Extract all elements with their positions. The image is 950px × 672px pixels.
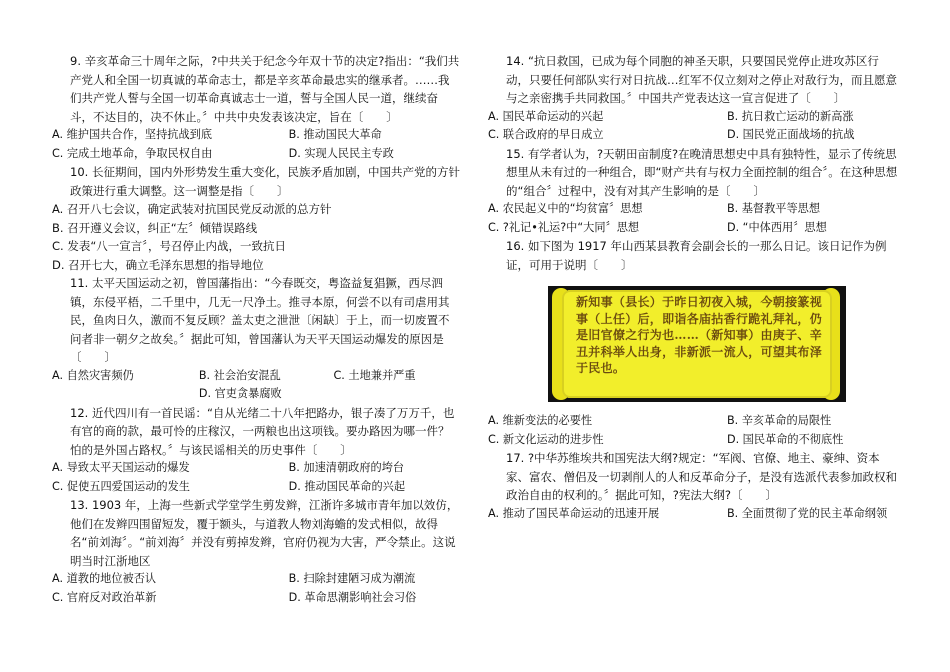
option-c[interactable]: C. 完成土地革命，争取民权自由	[52, 146, 213, 160]
question-12	[52, 404, 460, 460]
question-text: 长征期间，国内外形势发生重大变化，民族矛盾加剧，中国共产党的方针政策进行重大调整。这一调整是指〔 〕	[70, 165, 460, 198]
option-c[interactable]: C. 联合政府的早日成立	[488, 128, 604, 141]
right-column	[488, 52, 900, 523]
option-d[interactable]: D. 革命思潮影响社会习俗	[288, 590, 417, 604]
option-a[interactable]: A. 维护国共合作，坚持抗战到底	[52, 128, 213, 141]
option-a[interactable]: A. 自然灾害频仍	[52, 368, 134, 382]
question-number: 13.	[70, 498, 89, 512]
option-d[interactable]: D. 实现人民民主专政	[288, 146, 394, 160]
question-14	[488, 52, 900, 108]
question-text: 辛亥革命三十周年之际，?中共关于纪念今年双十节的决定?指出：“我们共产党人和全国一切真诚的革命志士，都是辛亥革命最忠实的继承者。……我们共产党人誓与全国一切革命真诚志士一道，誓与全国人民一道，继续奋斗，不达目的，决不休止。〞中共中央发表该决定，旨在〔 〕	[70, 54, 460, 124]
question-number: 9.	[70, 54, 81, 68]
option-c[interactable]: C. 官府反对政治革新	[52, 590, 157, 604]
option-c[interactable]: C. 新文化运动的进步性	[488, 432, 604, 446]
option-d[interactable]: D. 官吏贪暴腐败	[198, 387, 282, 400]
option-b[interactable]: B. 推动国民大革命	[288, 128, 382, 141]
option-c[interactable]: C. ?礼记•礼运?中“大同〞思想	[488, 220, 640, 234]
question-11	[52, 274, 460, 367]
options-16	[488, 412, 900, 449]
option-a[interactable]: A. 导致太平天国运动的爆发	[52, 461, 190, 474]
option-a[interactable]: A. 农民起义中的“均贫富〞思想	[488, 202, 643, 215]
option-b[interactable]: B. 召开遵义会议，纠正“左〞倾错误路线	[52, 220, 258, 235]
options-12	[52, 459, 460, 496]
question-text: 1903 年，上海一些新式学堂学生剪发辫，江浙许多城市青年加以效仿，他们在发辫四围留短发，覆于额头，与道教人物刘海蟾的发式相似，故得名“前刘海〞。“前刘海〞并没有剪掉发辫，官府仍视为大害，严令禁止。这说明当时江浙地区	[70, 498, 459, 568]
question-17	[488, 449, 900, 505]
option-c[interactable]: C. 促使五四爱国运动的发生	[52, 479, 190, 493]
diary-image	[540, 280, 848, 408]
question-10	[52, 163, 460, 200]
option-a[interactable]: A. 道教的地位被否认	[52, 572, 157, 585]
options-13	[52, 570, 460, 607]
option-b[interactable]: B. 扫除封建陋习成为潮流	[288, 572, 416, 585]
option-b[interactable]: B. 社会治安混乱	[198, 368, 281, 382]
question-text: 有学者认为，?天朝田亩制度?在晚清思想史中具有独特性，显示了传统思想里从未有过的一种组合，即“财产共有与权力全面控制的组合〞。在这种思想的“组合〞过程中，没有对其产生影响的是〔 〕	[506, 146, 898, 198]
option-b[interactable]: B. 辛亥革命的局限性	[726, 414, 832, 427]
options-9	[52, 126, 460, 163]
options-17	[488, 505, 900, 524]
option-b[interactable]: B. 全面贯彻了党的民主革命纲领	[726, 506, 888, 520]
question-text: 太平天国运动之初，曾国藩指出：“今春既交，粤盗益复猖獗，西尽泗镇，东侵平梧，二千里中，几无一尺净土。推寻本原，何尝不以有司虐用其民，鱼肉日久，激而不复反顾？盖太吏之泄泄〔闲缺〕于上，而一切废置不问者非一朝夕之故矣。〞据此可知，曾国藩认为天平天国运动爆发的原因是〔 〕	[70, 276, 450, 364]
left-column	[52, 52, 460, 607]
option-d[interactable]: D. 国民党正面战场的抗战	[726, 128, 855, 141]
option-a[interactable]: A. 维新变法的必要性	[488, 414, 593, 427]
question-number: 15.	[506, 146, 525, 161]
option-d[interactable]: D. “中体西用〞思想	[726, 220, 827, 234]
option-b[interactable]: B. 基督教平等思想	[726, 202, 821, 215]
question-text: 如下图为 1917 年山西某县教育会副会长的一那么日记。该日记作为例证，可用于说明〔 〕	[506, 239, 887, 272]
option-a[interactable]: A. 国民革命运动的兴起	[488, 109, 604, 123]
option-c[interactable]: C. 发表“八一宣言〞，号召停止内战，一致抗日	[52, 239, 287, 253]
option-c[interactable]: C. 土地兼并严重	[333, 368, 416, 382]
option-b[interactable]: B. 抗日救亡运动的新高涨	[726, 109, 854, 123]
option-d[interactable]: D. 召开七大，确立毛泽东思想的指导地位	[52, 257, 264, 272]
option-d[interactable]: D. 推动国民革命的兴起	[288, 479, 406, 493]
question-number: 17.	[506, 451, 525, 465]
options-15	[488, 200, 900, 237]
question-15	[488, 145, 900, 201]
question-number: 14.	[506, 54, 525, 68]
question-9	[52, 52, 460, 126]
question-number: 10.	[70, 165, 89, 179]
question-16	[488, 237, 900, 274]
option-a[interactable]: A. 召开八七会议，确定武装对抗国民党反动派的总方针	[52, 202, 332, 216]
question-text: ?中华苏维埃共和国宪法大纲?规定：“军阀、官僚、地主、豪绅、资本家、富农、僧侣及一切剥削人的人和反革命分子，是没有选派代表参加政权和政治自由的权利的。〞据此可知，?宪法大纲?〔 〕	[506, 451, 897, 502]
options-14	[488, 108, 900, 145]
question-13	[52, 496, 460, 570]
option-d[interactable]: D. 国民革命的不彻底性	[726, 432, 844, 446]
options-10	[52, 200, 460, 274]
option-b[interactable]: B. 加速清朝政府的垮台	[288, 461, 405, 474]
question-text: “抗日救国，已成为每个同胞的神圣天职，只要国民党停止进攻苏区行动，只要任何部队实行对日抗战…红军不仅立刻对之停止对敌行为，而且愿意与之亲密携手共同救国。〞中国共产党表达这一宣言促进了〔 〕	[506, 54, 897, 105]
question-number: 12.	[70, 405, 89, 420]
question-text: 近代四川有一首民谣：“自从光绪二十八年把路办，银子凑了万万千，也有官的商的款，最可怜的庄稼汉，一两粮也出这项钱。要办路因为哪一件？怕的是外国占路权。〞与该民谣相关的历史事件〔 〕	[70, 405, 455, 457]
question-number: 11.	[70, 276, 89, 290]
options-11	[52, 367, 460, 404]
diary-text: 新知事（县长）于昨日初夜入城，今朝接篆视事（上任）后，即诣各庙拈香行跪礼拜礼，仍是旧官僚之行为也……（新知事）由庚子、辛丑并科举人出身，非新派一流人，可望其布泽于民也。	[576, 295, 823, 375]
question-number: 16.	[506, 239, 525, 253]
option-a[interactable]: A. 推动了国民革命运动的迅速开展	[488, 506, 660, 520]
